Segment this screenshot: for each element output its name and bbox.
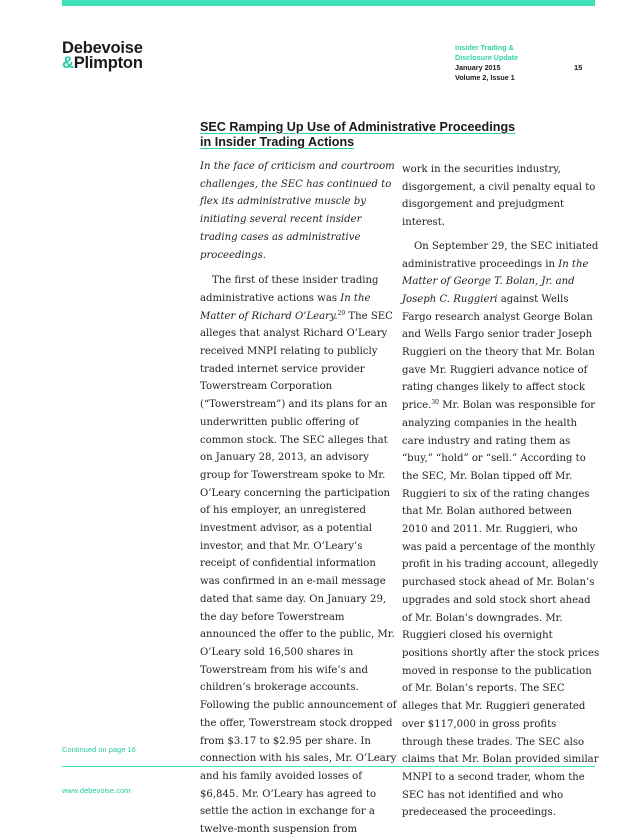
case-name-oleary: In the Matter of Richard O’Leary. bbox=[200, 292, 371, 322]
paragraph-1-lead: The first of these insider trading administrative actions was bbox=[200, 275, 379, 304]
footnote-ref-29: 29 bbox=[337, 309, 346, 317]
article-intro: In the face of criticism and courtroom challenges, the SEC has continued to flex its administrative muscle by initiating several recent insider trading cases as administrative proceedings. bbox=[200, 161, 395, 261]
issue-volume: Volume 2, Issue 1 bbox=[455, 73, 515, 82]
footnote-ref-30: 30 bbox=[431, 399, 439, 407]
logo-ampersand: & bbox=[62, 54, 74, 72]
article-column-left bbox=[200, 158, 398, 839]
article-title-line-2: in Insider Trading Actions bbox=[200, 135, 355, 149]
footer-website-link[interactable]: www.debevoise.com bbox=[62, 786, 131, 795]
issue-date: January 2015 bbox=[455, 63, 501, 72]
firm-logo bbox=[62, 41, 143, 71]
article-paragraph-1-continued: work in the securities industry, disgorgement, a civil penalty equal to disgorgement and prejudgment interest. bbox=[402, 164, 596, 229]
paragraph-2-body: against Wells Fargo research analyst George Bolan and Wells Fargo senior trader Joseph Ruggieri on the theory that Mr. Bolan gave Mr. Ruggieri advance notice of rating changes likely to affect stock price. bbox=[402, 293, 595, 412]
logo-line-2-text: Plimpton bbox=[73, 54, 143, 72]
article-title bbox=[200, 120, 600, 150]
publication-info bbox=[455, 43, 518, 83]
logo-line-2 bbox=[62, 56, 143, 71]
logo-line-1: Debevoise bbox=[62, 39, 143, 57]
article-title-line-1: SEC Ramping Up Use of Administrative Proceedings bbox=[200, 120, 516, 134]
publication-name-line-2: Disclosure Update bbox=[455, 53, 519, 62]
case-name-bolan-ruggieri: In the Matter of George T. Bolan, Jr. and Joseph C. Ruggieri bbox=[402, 258, 589, 305]
article-paragraph-1 bbox=[200, 272, 398, 839]
article-column-right bbox=[402, 161, 600, 822]
continued-on-link[interactable]: Continued on page 16 bbox=[62, 745, 136, 754]
paragraph-2-lead: On September 29, the SEC initiated administrative proceedings in bbox=[402, 240, 599, 270]
page-number: 15 bbox=[574, 63, 583, 72]
top-accent-bar bbox=[62, 0, 595, 6]
footer-divider bbox=[62, 766, 595, 767]
paragraph-2-rest: Mr. Bolan was responsible for analyzing companies in the health care industry and rating them as “buy,” “hold” or “sell.” According to the SEC, Mr. Bolan tipped off Mr. Ruggieri to six of the rating changes that Mr. Bolan authored between 2010 and 2011. Mr. Ruggieri, who was paid a percentage of the monthly profit in his trading account, allegedly purchased stock ahead of Mr. Bolan’s upgrades and sold stock short ahead of Mr. Bolan’s downgrades. Mr. Ruggieri closed his overnight positions shortly after the stock prices moved in response to the publication of Mr. Bolan’s reports. The SEC alleges that Mr. Ruggieri generated over $117,000 in gross profits through these trades. The SEC also claims that Mr. Bolan provided similar MNPI to a second trader, whom the SEC has not identified and who predeceased the proceedings. bbox=[402, 400, 600, 819]
paragraph-1-body: The SEC alleges that analyst Richard O’Leary received MNPI relating to publicly traded internet service provider Towerstream Corporation (“Towerstream”) and its plans for an underwritten public offering of common stock. The SEC alleges that on January 28, 2013, an advisory group for Towerstream spoke to Mr. O’Leary concerning the participation of his employer, an unregistered investment advisor, as a potential investor, and that Mr. O’Leary’s receipt of confidential information was confirmed in an e-mail message dated that same day. On January 29, the day before Towerstream announced the offer to the public, Mr. O’Leary sold 16,500 shares in Towerstream from his wife’s and children’s brokerage accounts. Following the public announcement of the offer, Towerstream stock dropped from $3.17 to $2.95 per share. In connection with his sales, Mr. O’Leary and his family avoided losses of $6,845. Mr. O’Leary has agreed to settle the action in exchange for a twelve-month suspension from bbox=[200, 310, 397, 836]
article-paragraph-2 bbox=[402, 238, 600, 822]
publication-name-line-1: Insider Trading & bbox=[455, 43, 514, 52]
